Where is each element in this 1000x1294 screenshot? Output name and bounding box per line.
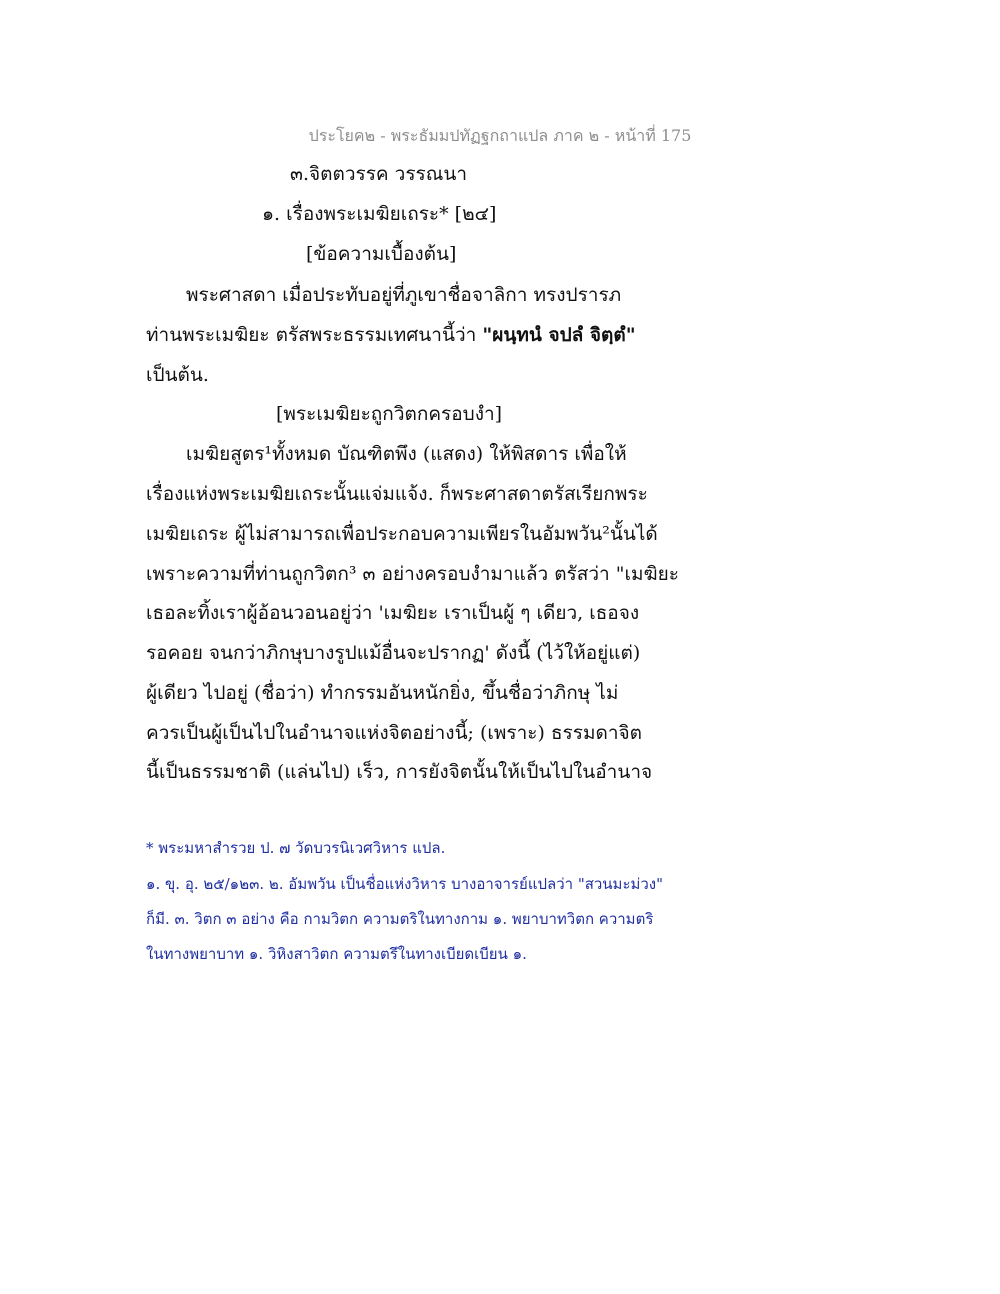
running-title: ประโยค๒ - พระธัมมปทัฏฐกถาแปล ภาค ๒ - หน้าที่ 175 (308, 126, 692, 145)
body-line: พระศาสดา เมื่อประทับอยู่ที่ภูเขาชื่อจาลิกา ทรงปรารภ (186, 284, 622, 306)
story-title: ๑. เรื่องพระเมฆิยเถระ* [๒๔] (262, 203, 497, 225)
body-line (146, 323, 636, 347)
body-line: เธอละทิ้งเราผู้อ้อนวอนอยู่ว่า 'เมฆิยะ เราเป็นผู้ ๆ เดียว, เธอจง (146, 602, 640, 624)
body-line: เพราะความที่ท่านถูกวิตก³ ๓ อย่างครอบงำมาแล้ว ตรัสว่า "เมฆิยะ (146, 563, 679, 585)
sub-heading-meghiya: [พระเมฆิยะถูกวิตกครอบงำ] (276, 403, 503, 425)
body-text: ท่านพระเมฆิยะ ตรัสพระธรรมเทศนานี้ว่า (146, 324, 483, 346)
chapter-title: ๓.จิตตวรรค วรรณนา (290, 163, 468, 185)
footnote-line: * พระมหาสำรวย ป. ๗ วัดบวรนิเวศวิหาร แปล. (146, 839, 446, 857)
body-line: รอคอย จนกว่าภิกษุบางรูปแม้อื่นจะปรากฏ' ดังนี้ (ไว้ให้อยู่แต่) (146, 642, 641, 664)
body-line: เป็นต้น. (146, 364, 209, 386)
body-line: ผู้เดียว ไปอยู่ (ชื่อว่า) ทำกรรมอันหนักยิ่ง, ขึ้นชื่อว่าภิกษุ ไม่ (146, 682, 619, 704)
body-line: นี้เป็นธรรมชาติ (แล่นไป) เร็ว, การยังจิตนั้นให้เป็นไปในอำนาจ (146, 761, 653, 783)
running-header (0, 124, 1000, 149)
sub-heading-intro: [ข้อความเบื้องต้น] (306, 243, 457, 265)
pali-verse-quote: "ผนฺทนํ จปลํ จิตฺตํ" (482, 324, 636, 346)
footnote-line: ในทางพยาบาท ๑. วิหิงสาวิตก ความตรึในทางเบียดเบียน ๑. (146, 945, 527, 963)
footnote-line: ๑. ขุ. อุ. ๒๕/๑๒๓. ๒. อัมพวัน เป็นชื่อแห่งวิหาร บางอาจารย์แปลว่า "สวนมะม่วง" (146, 875, 664, 893)
footnote-line: ก็มี. ๓. วิตก ๓ อย่าง คือ กามวิตก ความตริในทางกาม ๑. พยาบาทวิตก ความตริ (146, 910, 654, 928)
body-line: ควรเป็นผู้เป็นไปในอำนาจแห่งจิตอย่างนี้; (เพราะ) ธรรมดาจิต (146, 722, 642, 744)
body-line: เมฆิยเถระ ผู้ไม่สามารถเพื่อประกอบความเพียรในอัมพวัน²นั้นได้ (146, 523, 658, 545)
body-line: เรื่องแห่งพระเมฆิยเถระนั้นแจ่มแจ้ง. ก็พระศาสดาตรัสเรียกพระ (146, 483, 648, 505)
body-line: เมฆิยสูตร¹ทั้งหมด บัณฑิตพึง (แสดง) ให้พิสดาร เพื่อให้ (186, 443, 627, 465)
